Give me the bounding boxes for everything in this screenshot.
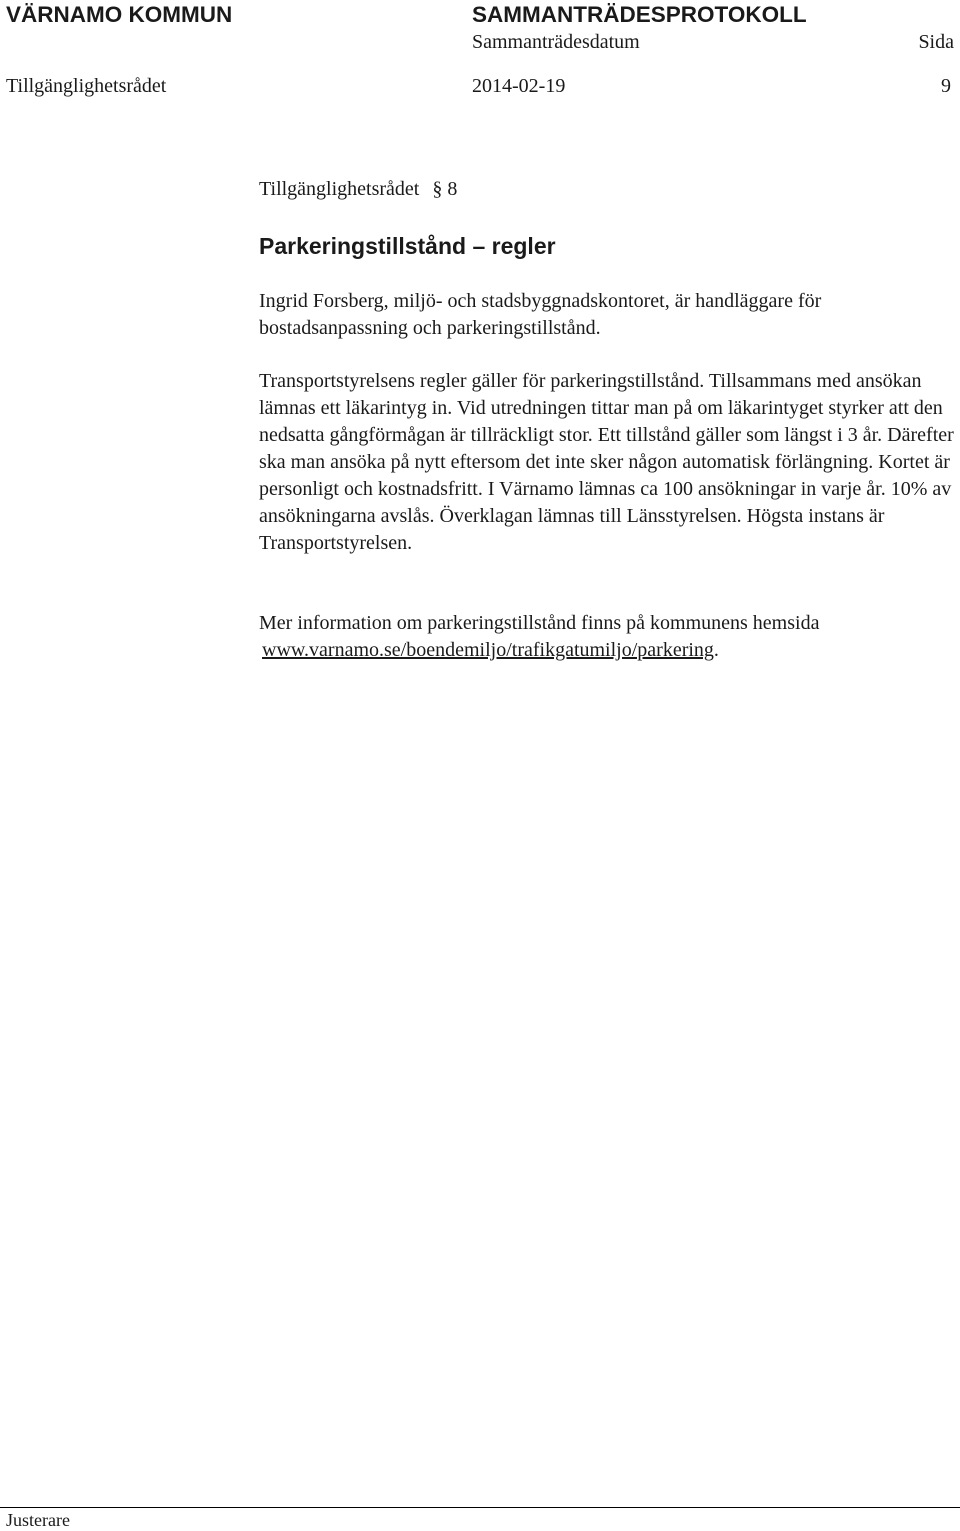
page-number: 9 [941,75,951,97]
council-name: Tillgänglighetsrådet [6,75,167,97]
paragraph-symbol: § [432,178,443,200]
link-trailing-period: . [713,639,719,661]
paragraph-more-info [259,610,959,664]
document-type: SAMMANTRÄDESPROTOKOLL [472,2,807,27]
page-label: Sida [918,31,954,53]
section-title: Parkeringstillstånd – regler [259,233,556,259]
paragraph-rules: Transportstyrelsens regler gäller för parkeringstillstånd. Tillsammans med ansökan lämnas ett läkarintyg in. Vid utredningen tittar man på om läkarintyget styrker att den nedsatta gångförmågan är tillräckligt stor. Ett tillstånd gäller som längst i 3 år. Därefter ska man ansöka på nytt eftersom det inte sker någon automatisk förlängning. Kortet är personligt och kostnadsfritt. I Värnamo lämnas ca 100 ansökningar in varje år. 10% av ansökningarna avslås. Överklagan lämnas till Länsstyrelsen. Högsta instans är Transportstyrelsen. [259,370,954,554]
meeting-date-label: Sammanträdesdatum [472,31,640,53]
meeting-date: 2014-02-19 [472,75,566,97]
footer-justerare-label: Justerare [6,1510,70,1530]
organization-name: VÄRNAMO KOMMUN [6,2,233,27]
section-body-name: Tillgänglighetsrådet [259,178,420,200]
paragraph-number: 8 [447,178,458,200]
paragraph-handler: Ingrid Forsberg, miljö- och stadsbyggnadskontoret, är handläggare för bostadsanpassning och parkeringstillstånd. [259,290,822,339]
footer-divider [0,1507,960,1508]
more-info-text: Mer information om parkeringstillstånd finns på kommunens hemsida [259,612,820,634]
website-link[interactable]: www.varnamo.se/boendemiljo/trafikgatumiljo/parkering [262,639,714,661]
section-reference [259,178,959,201]
